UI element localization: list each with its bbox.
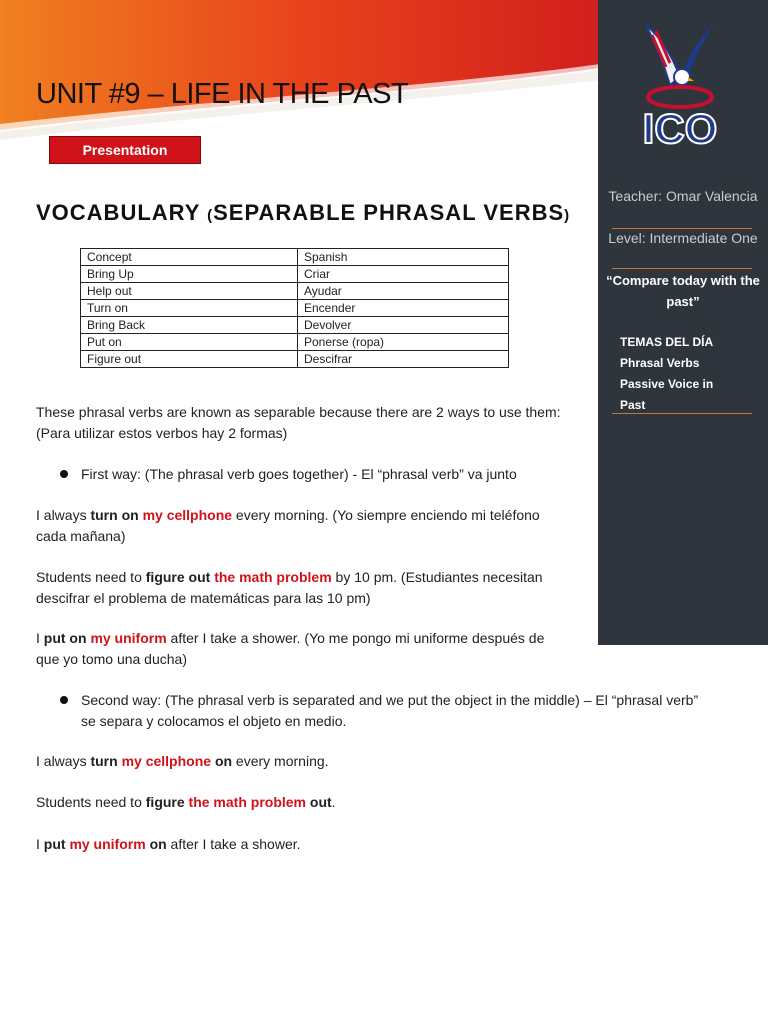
text-run: every morning. (Yo siempre enciendo mi teléfono [232, 507, 540, 523]
column-header: Concept [81, 249, 298, 266]
column-header: Spanish [298, 249, 509, 266]
intro-line: These phrasal verbs are known as separable because there are 2 ways to use them: [36, 404, 561, 420]
particle-run: out [309, 794, 332, 810]
table-header-row [81, 249, 509, 266]
verb-run: turn on [90, 507, 139, 523]
object-run: my cellphone [121, 753, 212, 769]
spanish-cell: Devolver [298, 317, 509, 334]
topic-item: Phrasal Verbs [620, 356, 700, 370]
table-row [81, 300, 509, 317]
vocabulary-heading [36, 200, 570, 226]
concept-cell: Turn on [81, 300, 298, 317]
particle-run: on [214, 753, 233, 769]
object-run: the math problem [188, 794, 307, 810]
spanish-cell: Ayudar [298, 283, 509, 300]
logo-text: ICO [642, 105, 718, 152]
example-sentence-cont: cada mañana) [36, 528, 126, 544]
table-row [81, 334, 509, 351]
level-label: Level: Intermediate One [608, 230, 758, 246]
object-run: my cellphone [142, 507, 233, 523]
object-run: the math problem [214, 569, 332, 585]
teacher-label: Teacher: Omar Valencia [608, 188, 758, 204]
text-run: I [36, 630, 44, 646]
spanish-cell: Encender [298, 300, 509, 317]
concept-cell: Figure out [81, 351, 298, 368]
bullet-icon [60, 696, 68, 704]
example-sentence [36, 834, 301, 855]
text-run: by 10 pm. (Estudiantes necesitan [331, 569, 543, 585]
spanish-cell: Descifrar [298, 351, 509, 368]
example-sentence [36, 628, 544, 649]
verb-run: put [43, 836, 66, 852]
topic-item: Passive Voice in Past [620, 377, 714, 412]
ico-logo [636, 15, 724, 155]
banner-swoosh [0, 0, 600, 150]
object-run: my uniform [69, 836, 146, 852]
text-run: . [331, 794, 336, 810]
divider [612, 413, 752, 414]
vocab-paren: ) [564, 207, 571, 224]
first-way-text: First way: (The phrasal verb goes together) - El “phrasal verb” va junto [81, 466, 517, 482]
table-row [81, 283, 509, 300]
text-run: Students need to [36, 794, 146, 810]
concept-cell: Bring Up [81, 266, 298, 283]
text-run: Students need to [36, 569, 146, 585]
example-sentence [36, 567, 543, 588]
concept-cell: Help out [81, 283, 298, 300]
text-run: after I take a shower. (Yo me pongo mi uniforme después de [166, 630, 545, 646]
second-way-text: Second way: (The phrasal verb is separated and we put the object in the middle) – El “phrasal verb” [81, 692, 699, 708]
spanish-cell: Ponerse (ropa) [298, 334, 509, 351]
table-row [81, 317, 509, 334]
example-sentence-cont: que yo tomo una ducha) [36, 651, 187, 667]
header-banner [0, 0, 600, 150]
text-run: after I take a shower. [166, 836, 301, 852]
spanish-cell: Criar [298, 266, 509, 283]
page-title: UNIT #9 – LIFE IN THE PAST [36, 78, 409, 110]
verb-run: put on [43, 630, 87, 646]
text-run: every morning. [232, 753, 329, 769]
vocab-heading-text: VOCABULARY [36, 200, 208, 225]
verb-run: figure out [145, 569, 211, 585]
vocab-heading-main: SEPARABLE PHRASAL VERBS [213, 200, 565, 225]
bullet-icon [60, 470, 68, 478]
verb-run: figure [145, 794, 185, 810]
concept-cell: Bring Back [81, 317, 298, 334]
table-row [81, 266, 509, 283]
vocab-paren: ( [207, 207, 214, 224]
concept-cell: Put on [81, 334, 298, 351]
verb-run: turn [90, 753, 118, 769]
example-sentence-cont: descifrar el problema de matemáticas para las 10 pm) [36, 590, 371, 606]
eagle-logo-icon [636, 15, 724, 155]
topics-heading: TEMAS DEL DÍA [620, 335, 714, 349]
object-run: my uniform [90, 630, 167, 646]
example-sentence [36, 751, 329, 772]
example-sentence [36, 505, 540, 526]
example-sentence [36, 792, 336, 813]
second-way-text: se separa y colocamos el objeto en medio. [81, 713, 347, 729]
particle-run: on [149, 836, 167, 852]
text-run: I always [36, 753, 91, 769]
table-row [81, 351, 509, 368]
text-run: I [36, 836, 44, 852]
presentation-button[interactable]: Presentation [49, 136, 201, 164]
intro-line: (Para utilizar estos verbos hay 2 formas) [36, 425, 288, 441]
text-run: I always [36, 507, 91, 523]
quote-text: “Compare today with the past” [606, 273, 760, 309]
vocabulary-table [80, 248, 509, 368]
divider [612, 268, 752, 269]
